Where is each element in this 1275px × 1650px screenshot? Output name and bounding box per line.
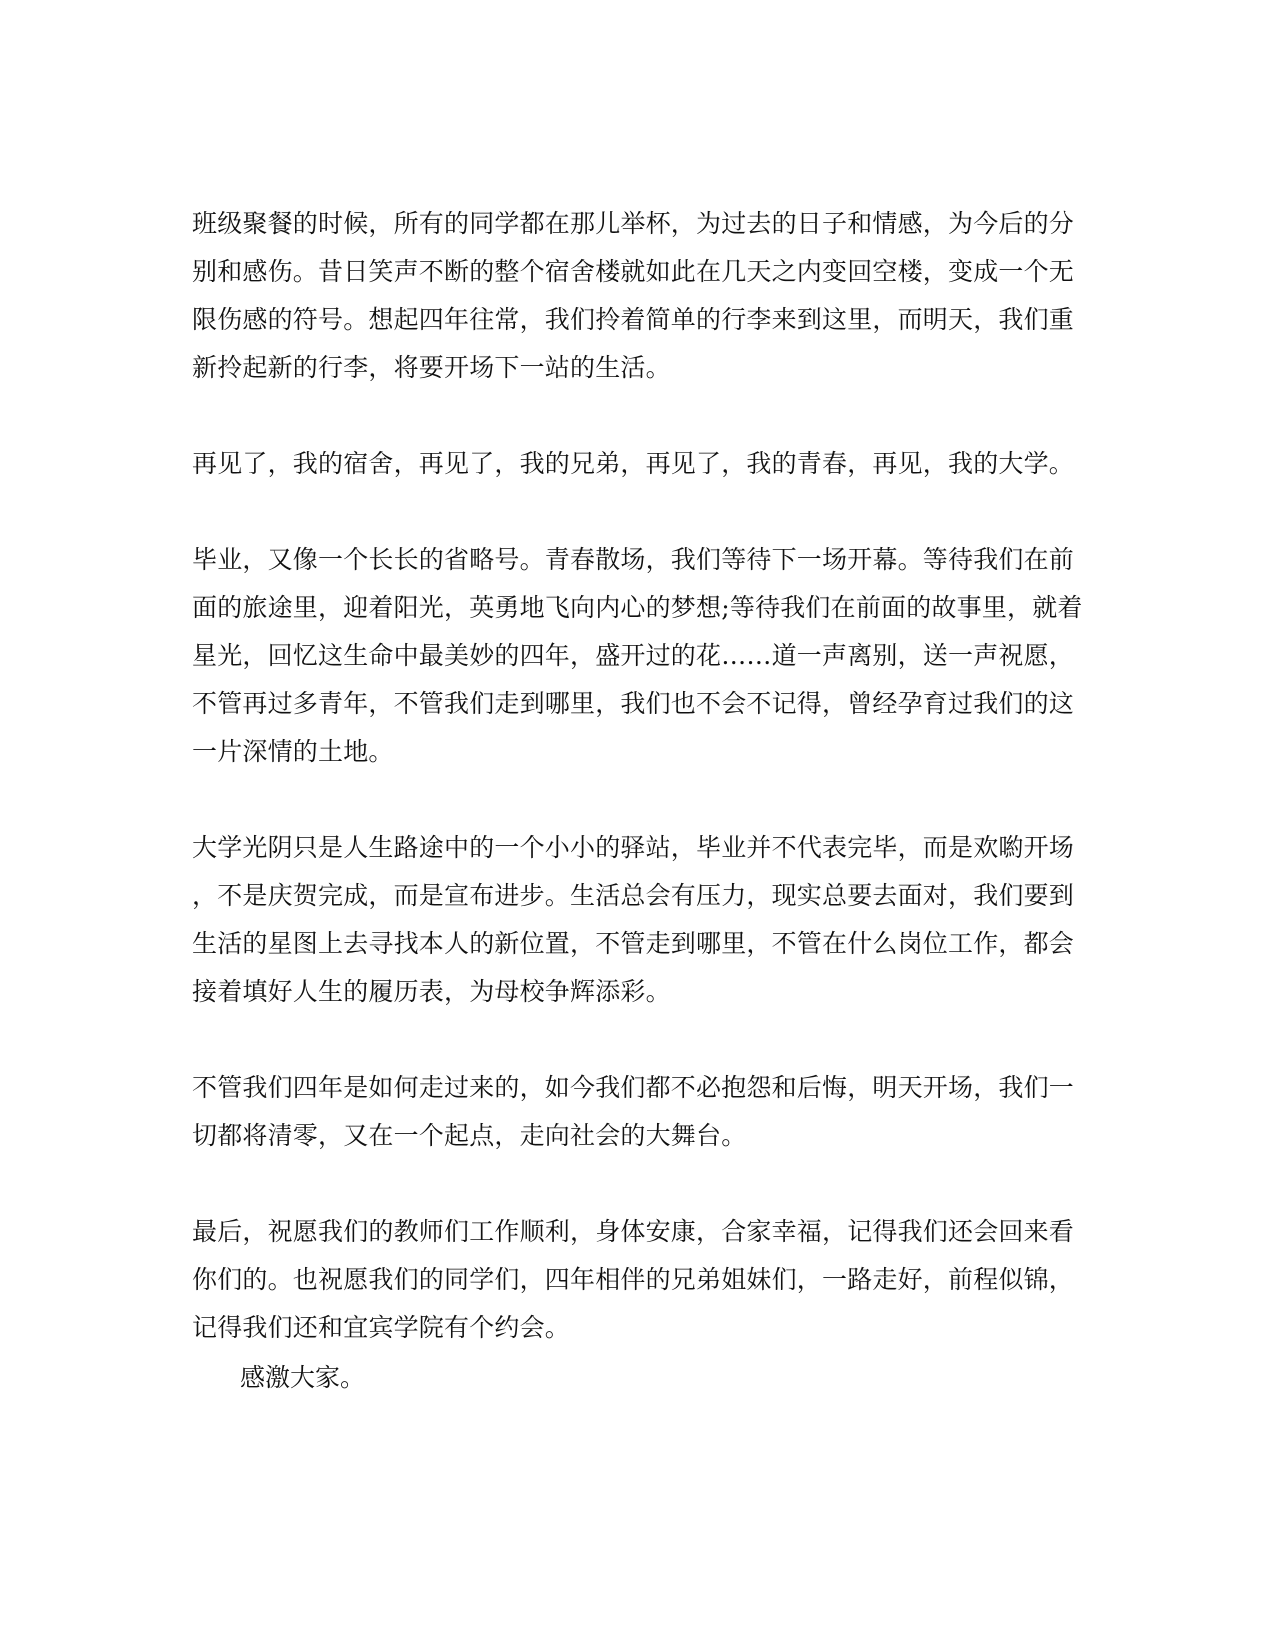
paragraph-farewell-dinner	[192, 200, 1082, 392]
paragraph-graduation	[192, 536, 1082, 776]
paragraph-university-time	[192, 824, 1082, 1016]
text-line: 毕业，又像一个长长的省略号。青春散场，我们等待下一场开幕。等待我们在前	[192, 545, 1075, 574]
text-line: ，不是庆贺完成，而是宣布进步。生活总会有压力，现实总要去面对，我们要到	[192, 881, 1075, 910]
text-line: 限伤感的符号。想起四年往常，我们拎着简单的行李来到这里，而明天，我们重	[192, 305, 1075, 334]
text-line: 最后，祝愿我们的教师们工作顺利，身体安康，合家幸福，记得我们还会回来看	[192, 1217, 1075, 1246]
text-line: 面的旅途里，迎着阳光，英勇地飞向内心的梦想;等待我们在前面的故事里，就着	[192, 593, 1083, 622]
text-line: 生活的星图上去寻找本人的新位置，不管走到哪里，不管在什么岗位工作，都会	[192, 929, 1075, 958]
text-line: 星光，回忆这生命中最美妙的四年，盛开过的花……道一声离别，送一声祝愿，	[192, 641, 1075, 670]
paragraph-new-start	[192, 1064, 1082, 1160]
paragraph-wishes	[192, 1208, 1082, 1352]
text-line: 再见了，我的宿舍，再见了，我的兄弟，再见了，我的青春，再见，我的大学。	[192, 449, 1075, 478]
text-line: 你们的。也祝愿我们的同学们，四年相伴的兄弟姐妹们，一路走好，前程似锦，	[192, 1265, 1075, 1294]
text-line: 切都将清零，又在一个起点，走向社会的大舞台。	[192, 1121, 747, 1150]
closing-line: 感激大家。	[240, 1363, 366, 1392]
text-line: 不管我们四年是如何走过来的，如今我们都不必抱怨和后悔，明天开场，我们一	[192, 1073, 1075, 1102]
paragraph-goodbye	[192, 440, 1082, 488]
document-body	[192, 200, 1082, 1402]
text-line: 一片深情的土地。	[192, 737, 394, 766]
text-line: 班级聚餐的时候，所有的同学都在那儿举杯，为过去的日子和情感，为今后的分	[192, 209, 1075, 238]
text-line: 不管再过多青年，不管我们走到哪里，我们也不会不记得，曾经孕育过我们的这	[192, 689, 1075, 718]
text-line: 新拎起新的行李，将要开场下一站的生活。	[192, 353, 671, 382]
text-line: 接着填好人生的履历表，为母校争辉添彩。	[192, 977, 671, 1006]
text-line: 别和感伤。昔日笑声不断的整个宿舍楼就如此在几天之内变回空楼，变成一个无	[192, 257, 1075, 286]
text-line: 记得我们还和宜宾学院有个约会。	[192, 1313, 571, 1342]
text-line: 大学光阴只是人生路途中的一个小小的驿站，毕业并不代表完毕，而是欢喲开场	[192, 833, 1075, 862]
